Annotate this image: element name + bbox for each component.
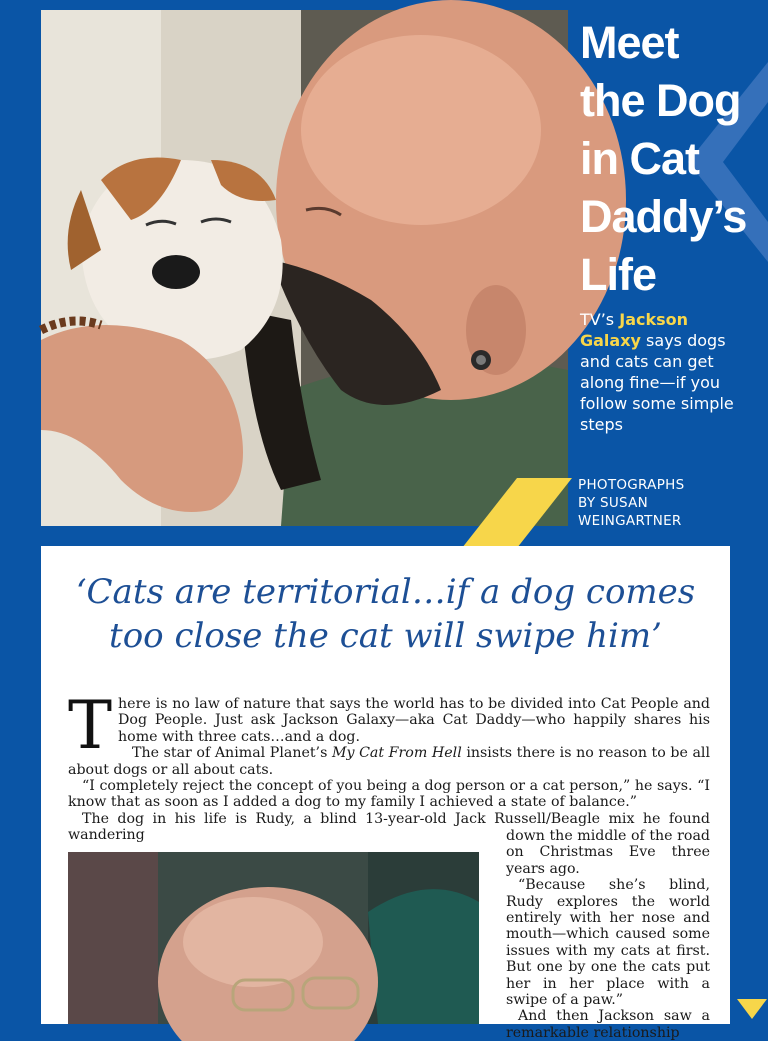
dek-highlight-name: Jackson Galaxy xyxy=(580,310,689,350)
article-dek: TV’s Jackson Galaxy says dogs and cats can get along fine—if you follow some simple steps xyxy=(580,310,734,434)
photo-credit: PHOTOGRAPHS BY SUSAN WEINGARTNER xyxy=(578,477,685,529)
article-headline: Meet the Dog in Cat Daddy’s Life xyxy=(580,17,747,300)
inset-photo xyxy=(68,852,479,1024)
paragraph-2: The star of Animal Planet’s My Cat From Hell insists there is no reason to be all about dogs or all about cats. xyxy=(68,745,710,778)
pull-quote: ‘Cats are territorial…if a dog comes too close the cat will swipe him’ xyxy=(75,572,696,656)
paragraph-4: The dog in his life is Rudy, a blind 13-year-old Jack Russell/Beagle mix he found wandering xyxy=(68,810,710,844)
article-panel xyxy=(41,546,730,1041)
hero-photo xyxy=(41,10,568,526)
article-body xyxy=(68,687,710,844)
paragraph-1: here is no law of nature that says the world has to be divided into Cat People and Dog People. Just ask Jackson Galaxy—aka Cat Daddy—who happily shares his home with three cats…and a dog. xyxy=(118,696,710,745)
drop-cap: T xyxy=(68,687,113,764)
side-paragraph-1: down the middle of the road on Christmas Eve three years ago. xyxy=(506,828,710,877)
show-title: My Cat From Hell xyxy=(331,745,462,762)
side-paragraph-3: And then Jackson saw a remarkable relationship xyxy=(506,1008,710,1041)
yellow-accent-slash xyxy=(462,478,572,548)
paragraph-3: “I completely reject the concept of you being a dog person or a cat person,” he says. “I know that as soon as I added a dog to my family I achieved a state of balance.” xyxy=(68,778,710,811)
next-page-arrow-icon[interactable] xyxy=(737,997,767,1021)
side-paragraph-2: “Because she’s blind, Rudy explores the world entirely with her nose and mouth—which caused some issues with my cats at first. But one by one the cats put her in her place with a swipe of a paw.” xyxy=(506,877,710,1009)
article-side-column xyxy=(506,828,710,1041)
